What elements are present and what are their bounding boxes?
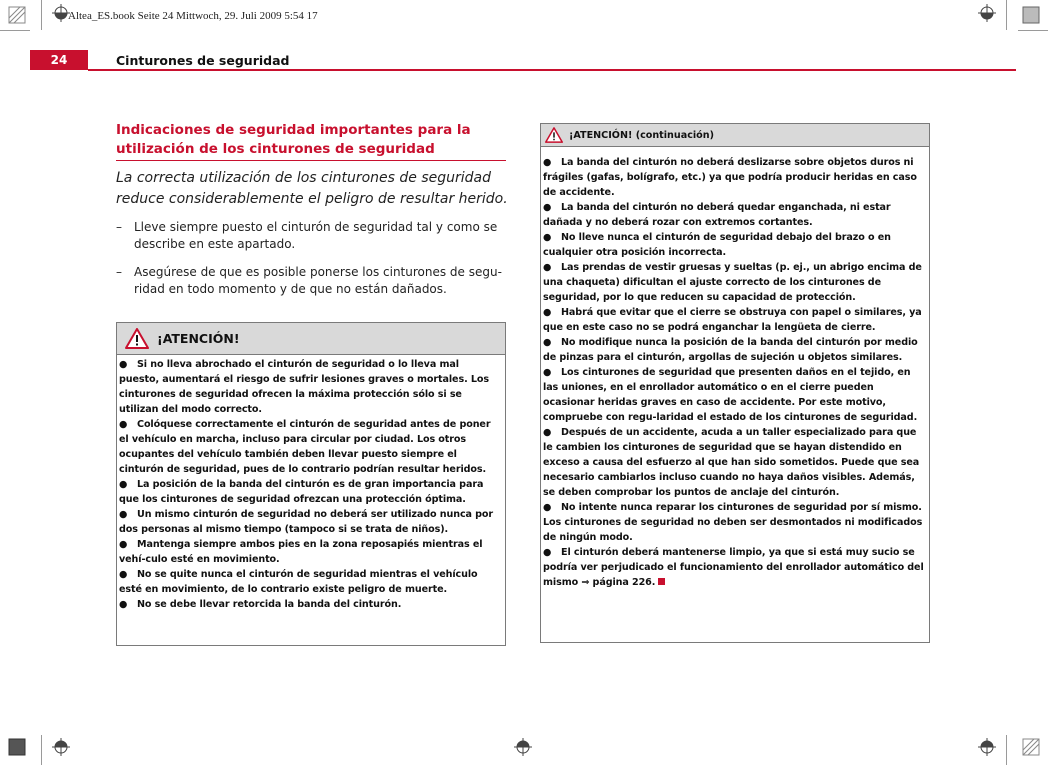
registration-target-icon	[514, 738, 532, 756]
warning-box-continued	[540, 123, 930, 643]
crop-mark-right-h	[1018, 30, 1048, 31]
registration-target-icon	[978, 4, 996, 22]
section-intro: La correcta utilización de los cinturones de seguridad reduce considerablemente el peligro de resultar herido.	[116, 170, 508, 207]
warning-heading: ¡ATENCIÓN!	[157, 331, 240, 346]
bullet-icon: ●	[119, 479, 128, 490]
bullet-icon: ●	[543, 202, 552, 213]
registration-target-icon	[978, 738, 996, 756]
warning-item: ● No lleve nunca el cinturón de seguridad debajo del brazo o en cualquier otra posición incorrecta.	[543, 232, 891, 258]
color-bar-icon	[1022, 738, 1040, 756]
bullet-icon: ●	[119, 359, 128, 370]
crop-mark-bottom-right	[1006, 735, 1007, 765]
warning-item: ● Un mismo cinturón de seguridad no deberá ser utilizado nunca por dos personas al mismo tiempo (tampoco si se trata de niños).	[119, 509, 494, 535]
warning-item: ● El cinturón deberá mantenerse limpio, ya que si está muy sucio se podría ver perjudicado el funcionamiento del enrollador automático del mismo ⇒ página 226.	[543, 547, 924, 588]
warning-triangle-icon	[545, 127, 563, 143]
color-bar-icon	[1022, 6, 1040, 24]
bullet-icon: ●	[543, 232, 552, 243]
instruction-item	[116, 264, 508, 298]
registration-target-icon	[52, 4, 70, 22]
instruction-text: Asegúrese de que es posible ponerse los cinturones de segu-ridad en todo momento y de que no están dañados.	[134, 265, 502, 296]
warning-item: ● La banda del cinturón no deberá quedar enganchada, ni estar dañada y no deberá rozar con extremos cortantes.	[543, 202, 891, 228]
warning-item: ● No intente nunca reparar los cinturones de seguridad por sí mismo. Los cinturones de seguridad no deben ser desmontados ni modificados de ningún modo.	[543, 502, 923, 543]
bullet-icon: ●	[543, 547, 552, 558]
bullet-icon: ●	[119, 599, 128, 610]
instruction-text: Lleve siempre puesto el cinturón de seguridad tal y como se describe en este apartado.	[134, 220, 498, 251]
end-of-section-mark	[658, 578, 665, 585]
warning-item: ● No se quite nunca el cinturón de seguridad mientras el vehículo esté en movimiento, de lo contrario existe peligro de muerte.	[119, 569, 478, 595]
bullet-icon: ●	[119, 509, 128, 520]
page-number: 24	[30, 50, 88, 70]
warning-heading: ¡ATENCIÓN! (continuación)	[569, 129, 714, 141]
crop-mark-top-right	[1006, 0, 1007, 30]
warning-item: ● La banda del cinturón no deberá deslizarse sobre objetos duros ni frágiles (gafas, bolígrafo, etc.) ya que podría producir heridas en caso de accidente.	[543, 157, 917, 198]
warning-item: ● Las prendas de vestir gruesas y sueltas (p. ej., un abrigo encima de una chaqueta) dificultan el ajuste correcto de los cinturones de seguridad, por lo que reducen su capacidad de protección.	[543, 262, 922, 303]
instruction-item	[116, 219, 508, 253]
bullet-icon: ●	[119, 539, 128, 550]
dash-marker: –	[116, 265, 122, 279]
crop-mark-top-left	[41, 0, 42, 30]
warning-item: ● No se debe llevar retorcida la banda del cinturón.	[119, 599, 402, 610]
warning-box	[116, 322, 506, 646]
bullet-icon: ●	[543, 262, 552, 273]
color-bar-icon	[8, 6, 26, 24]
warning-item: ● Después de un accidente, acuda a un taller especializado para que le cambien los cinturones de seguridad que se hayan distendido en exceso a causa del esfuerzo al que han sido sometidos. Puede que sea necesario cambiarlos incluso cuando no haya daños visibles. Además, se deben comprobar los puntos de anclaje del cinturón.	[543, 427, 920, 498]
warning-body	[117, 355, 505, 612]
bullet-icon: ●	[543, 367, 552, 378]
bullet-icon: ●	[543, 337, 552, 348]
warning-item: ● Los cinturones de seguridad que presenten daños en el tejido, en las uniones, en el enrollador automático o en el cierre pueden ocasionar heridas graves en caso de accidente. Por este motivo, compruebe con regu-laridad el estado de los cinturones de seguridad.	[543, 367, 918, 423]
bullet-icon: ●	[119, 569, 128, 580]
bullet-icon: ●	[119, 419, 128, 430]
crop-mark-bottom-left	[41, 735, 42, 765]
warning-item: ● Habrá que evitar que el cierre se obstruya con papel o similares, ya que en este caso no se podrá enganchar la lengüeta de cierre.	[543, 307, 922, 333]
warning-body	[541, 147, 929, 590]
chapter-title: Cinturones de seguridad	[116, 53, 290, 68]
warning-item: ● Mantenga siempre ambos pies en la zona reposapiés mientras el vehí-culo esté en movimiento.	[119, 539, 483, 565]
warning-triangle-icon	[125, 328, 149, 349]
section-title: Indicaciones de seguridad importantes para la utilización de los cinturones de seguridad	[116, 122, 471, 157]
dash-marker: –	[116, 220, 122, 234]
bullet-icon: ●	[543, 157, 552, 168]
warning-item: ● Colóquese correctamente el cinturón de seguridad antes de poner el vehículo en marcha, incluso para circular por ciudad. Los otros ocupantes del vehículo también deben llevar puesto siempre el cinturón de seguridad, pues de lo contrario podrían resultar heridos.	[119, 419, 491, 475]
bullet-icon: ●	[543, 307, 552, 318]
crop-mark-left-h	[0, 30, 30, 31]
bullet-icon: ●	[543, 427, 552, 438]
registration-target-icon	[52, 738, 70, 756]
warning-item: ● La posición de la banda del cinturón es de gran importancia para que los cinturones de seguridad ofrezcan una protección óptima.	[119, 479, 484, 505]
warning-header	[117, 323, 505, 355]
header-divider	[88, 69, 1016, 71]
reference-arrow-icon: ⇒	[581, 577, 590, 588]
warning-item: ● No modifique nunca la posición de la banda del cinturón por medio de pinzas para el cinturón, argollas de sujeción u objetos similares.	[543, 337, 918, 363]
warning-item: ● Si no lleva abrochado el cinturón de seguridad o lo lleva mal puesto, aumentará el riesgo de sufrir lesiones graves o mortales. Los cinturones de seguridad ofrecen la máxima protección sólo si se utilizan del modo correcto.	[119, 359, 489, 415]
page-reference-link[interactable]: página 226.	[592, 577, 656, 588]
warning-header	[541, 124, 929, 147]
bullet-icon: ●	[543, 502, 552, 513]
section-divider	[116, 160, 506, 161]
color-bar-icon	[8, 738, 26, 756]
print-info: Altea_ES.book Seite 24 Mittwoch, 29. Juli 2009 5:54 17	[68, 10, 318, 22]
